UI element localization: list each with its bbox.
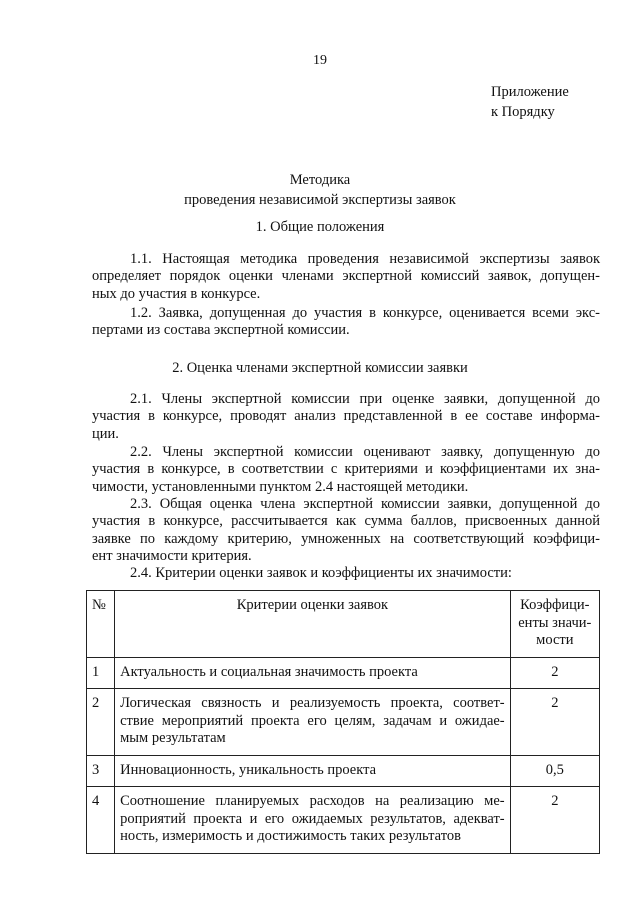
paragraph-line: 1.1. Настоящая методика проведения независимой экспертизы заявок <box>130 251 600 267</box>
page-number: 19 <box>313 53 327 68</box>
criteria-line: Соотношение планируемых расходов на реализацию ме- <box>120 793 505 809</box>
table-row <box>87 787 600 854</box>
row-num: 2 <box>87 689 115 756</box>
criteria-line: роприятий проекта и его ожидаемых результатов, адекват- <box>120 810 505 827</box>
paragraph-line: ент значимости критерия. <box>92 547 252 564</box>
paragraph-line: участия в конкурсе, проводят анализ представленной в ее составе информа- <box>92 408 600 425</box>
header-criteria: Критерии оценки заявок <box>115 591 511 658</box>
row-num: 1 <box>87 657 115 689</box>
paragraph-line: определяет порядок оценки членами экспертной комиссий заявок, допущен- <box>92 268 600 285</box>
criteria-line: Инновационность, уникальность проекта <box>120 761 377 778</box>
header-coef-line: енты значи- <box>518 614 592 631</box>
criteria-line: мым результатам <box>120 730 226 746</box>
header-num: № <box>87 591 115 658</box>
row-coefficient: 0,5 <box>510 755 599 787</box>
paragraph-2-1 <box>92 391 600 443</box>
row-coefficient: 2 <box>510 657 599 689</box>
criteria-line: ность, измеримость и достижимость таких результатов <box>120 828 461 844</box>
appendix-line-2: к Порядку <box>491 104 555 120</box>
paragraph-line: 2.1. Члены экспертной комиссии при оценке заявки, допущенной до <box>130 391 600 407</box>
appendix-line-1: Приложение <box>491 84 569 100</box>
paragraph-line: 1.2. Заявка, допущенная до участия в конкурсе, оценивается всеми экс- <box>130 305 600 321</box>
row-num: 3 <box>87 755 115 787</box>
paragraph-1-1 <box>92 251 600 303</box>
row-criteria <box>115 787 511 854</box>
criteria-line: ствие мероприятий проекта его целям, задачам и ожидае- <box>120 712 505 729</box>
header-coef-line: мости <box>536 632 574 648</box>
title-line-1: Методика <box>289 172 351 188</box>
paragraph-1-2 <box>92 305 600 340</box>
row-criteria <box>115 755 511 787</box>
section-2-heading: 2. Оценка членами экспертной комиссии заявки <box>172 360 468 376</box>
criteria-line: Актуальность и социальная значимость проекта <box>120 663 418 680</box>
paragraph-line: 2.4. Критерии оценки заявок и коэффициенты их значимости: <box>130 565 512 581</box>
criteria-line: Логическая связность и реализуемость проекта, соответ- <box>120 695 505 711</box>
header-coefficient <box>510 591 599 658</box>
paragraph-line: участия в конкурсе, в соответствии с критериями и коэффициентами их зна- <box>92 461 600 478</box>
section-1-heading: 1. Общие положения <box>255 219 385 235</box>
paragraph-line: чимости, установленными пунктом 2.4 настоящей методики. <box>92 478 469 495</box>
header-coef-line: Коэффици- <box>520 597 590 613</box>
paragraph-line: участия в конкурсе, рассчитывается как сумма баллов, присвоенных данной <box>92 513 600 530</box>
row-coefficient: 2 <box>510 787 599 854</box>
paragraph-line: заявке по каждому критерию, умноженных на соответствующий коэффици- <box>92 530 600 547</box>
paragraph-2-2 <box>92 444 600 496</box>
row-coefficient: 2 <box>510 689 599 756</box>
paragraph-line: пертами из состава экспертной комиссии. <box>92 322 350 339</box>
appendix-label <box>491 82 569 122</box>
row-criteria <box>115 657 511 689</box>
paragraph-2-3 <box>92 496 600 565</box>
document-title <box>0 170 640 210</box>
table-row <box>87 689 600 756</box>
row-criteria <box>115 689 511 756</box>
title-line-2: проведения независимой экспертизы заявок <box>184 192 456 208</box>
paragraph-line: 2.3. Общая оценка члена экспертной комиссии заявки, допущенной до <box>130 496 600 512</box>
criteria-table <box>86 590 600 854</box>
paragraph-line: ции. <box>92 425 119 442</box>
row-num: 4 <box>87 787 115 854</box>
paragraph-2-4 <box>92 565 600 582</box>
table-header-row <box>87 591 600 658</box>
paragraph-line: 2.2. Члены экспертной комиссии оценивают заявку, допущенную до <box>130 444 600 460</box>
table-row <box>87 657 600 689</box>
paragraph-line: ных до участия в конкурсе. <box>92 285 261 302</box>
table-row <box>87 755 600 787</box>
